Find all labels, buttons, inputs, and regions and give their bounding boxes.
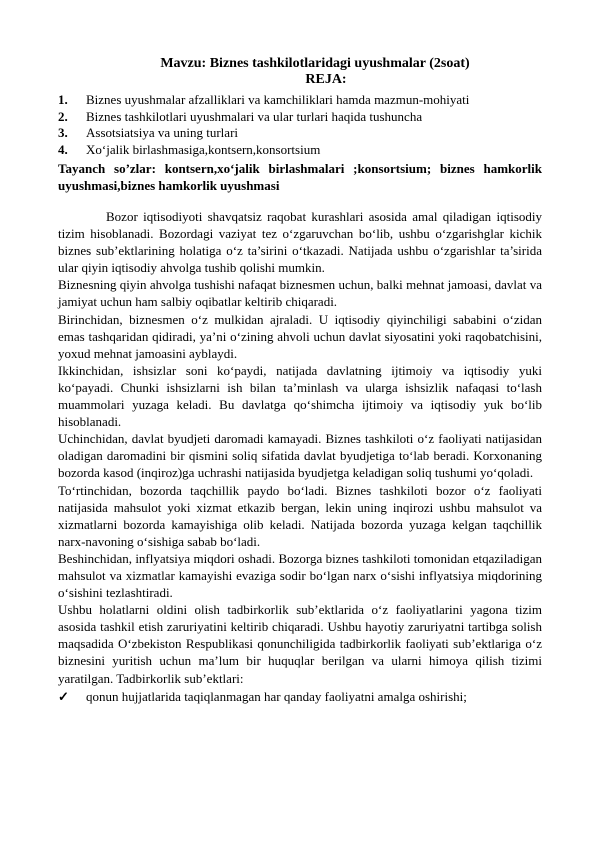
plan-item [58, 125, 542, 142]
checkmark-icon: ✓ [58, 688, 69, 704]
plan-item [58, 142, 542, 159]
plan-item-text: Xo‘jalik birlashmasiga,kontsern,konsortsium [86, 141, 321, 157]
plan-heading: REJA: [305, 72, 347, 87]
plan-item-text: Biznes uyushmalar afzalliklari va kamchiliklari hamda mazmun-mohiyati [86, 92, 470, 107]
plan-item-number: 3. [58, 125, 68, 140]
plan-item-number: 1. [58, 92, 68, 107]
plan-item-text: Biznes tashkilotlari uyushmalari va ular turlari haqida tushuncha [86, 108, 423, 124]
paragraph: Beshinchidan, inflyatsiya miqdori oshadi. Bozorga biznes tashkiloti tomonidan etqaziladigan mahsulot va xizmatlar kamayishi evaziga sodir bo‘lgan narx o‘sishi inflyatsiya miqdorining o‘sishini tezlashtiradi. [58, 550, 542, 601]
document-page [58, 56, 542, 705]
plan-item-text: Assotsiatsiya va uning turlari [86, 125, 239, 140]
plan-item-number: 4. [58, 141, 68, 157]
plan-item-number: 2. [58, 108, 68, 124]
paragraph: Birinchidan, biznesmen o‘z mulkidan ajraladi. U iqtisodiy qiyinchiligi sababini o‘zidan emas tashqaridan qidiradi, ya’ni o‘zining ahvoli uchun davlat siyosatini yoki raqobatchisini, yoxud mehnat jamoasini ayblaydi. [58, 311, 542, 361]
paragraph: Bozor iqtisodiyoti shavqatsiz raqobat kurashlari asosida amal qiladigan iqtisodiy tizim hisoblanadi. Bozordagi vaziyat tez o‘zgaruvchan bo‘lib, ushbu o‘zgarishglar kichik biznes sub’ektlarining holatiga o‘z ta’sirini o‘tkazadi. Natijada ushbu o‘zgarishlar ta’sirida ular qiyin iqtisodiy ahvolga tushib qolishi mumkin. [58, 209, 542, 276]
plan-item [58, 92, 542, 109]
checklist-item [58, 688, 542, 705]
keywords-line: Tayanch so’zlar: kontsern,xo‘jalik birlashmalari ;konsortsium; biznes hamkorlik uyushmasi,biznes hamkorlik uyushmasi [58, 161, 542, 193]
paragraph: Uchinchidan, davlat byudjeti daromadi kamayadi. Biznes tashkiloti o‘z faoliyati natijasidan oladigan daromadini bir qismini soliq sifatida davlat byudjetiga to‘lab beradi. Korxonaning bozorda kasod (inqiroz)ga uchrashi natijasida byudjetga keladigan soliq tushumi yo‘qoladi. [58, 431, 542, 481]
plan-list [58, 92, 542, 158]
paragraph: Biznesning qiyin ahvolga tushishi nafaqat biznesmen uchun, balki mehnat jamoasi, davlat va jamiyat uchun ham salbiy oqibatlar keltirib chiqaradi. [58, 277, 542, 310]
page-title: Mavzu: Biznes tashkilotlaridagi uyushmalar (2soat) [160, 56, 470, 71]
plan-item [58, 109, 542, 126]
checklist-item-text: qonun hujjatlarida taqiqlanmagan har qanday faoliyatni amalga oshirishi; [86, 688, 467, 704]
paragraph: To‘rtinchidan, bozorda taqchillik paydo bo‘ladi. Biznes tashkiloti bozor o‘z faoliyati natijasida mahsulot yoki xizmat etkazib bergan, lekin uning inqirozi ushbu mahsulot va xizmatlarni bozorda kamayishiga olib keladi. Natijada bozorda yuzaga kelgan taqchillik narx-navoning o‘sishiga sabab bo‘ladi. [58, 482, 542, 549]
paragraph: Ushbu holatlarni oldini olish tadbirkorlik sub’ektlarida o‘z faoliyatlarini yagona tizim asosida tashkil etish zaruriyatini keltirib chiqaradi. Ushbu hayotiy zaruriyatni tartibga solish maqsadida O‘zbekiston Respublikasi qonunchiligida tadbirkorlik faoliyati sub’ektlariga o‘z biznesini yuritish uchun ma’lum bir huquqlar berilgan va ularni himoya qilish tizimi yaratilgan. Tadbirkorlik sub’ektlari: [58, 602, 542, 686]
paragraph: Ikkinchidan, ishsizlar soni ko‘paydi, natijada davlatning ijtimoiy va iqtisodiy yuki ko‘payadi. Chunki ishsizlarni ish bilan ta’minlash va ularga ishsizlik nafaqasi to‘lash muammolari yuzaga keladi. Bu davlatga qo‘shimcha ijtimoiy va iqtisodiy yuk bo‘lib hisoblanadi. [58, 362, 542, 430]
